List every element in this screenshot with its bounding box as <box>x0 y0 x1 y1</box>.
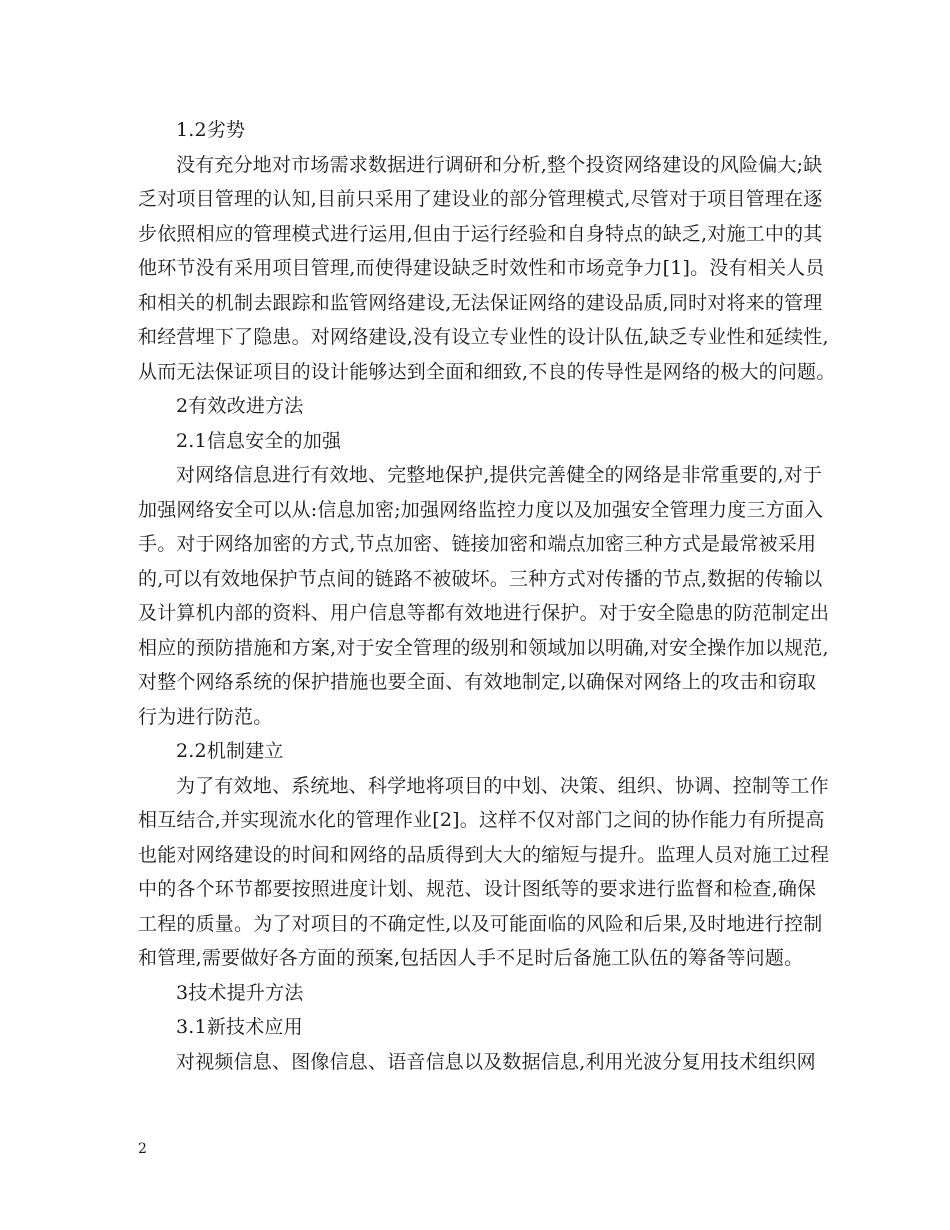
document-body <box>138 113 836 1079</box>
text-line: 加强网络安全可以从:信息加密;加强网络监控力度以及加强安全管理力度三方面入 <box>138 498 824 521</box>
text-line: 的,可以有效地保护节点间的链路不被破坏。三种方式对传播的节点,数据的传输以 <box>138 567 823 590</box>
text-line: 手。对于网络加密的方式,节点加密、链接加密和端点加密三种方式是最常被采用 <box>138 533 817 555</box>
text-line: 也能对网络建设的时间和网络的品质得到大大的缩短与提升。监理人员对施工过程 <box>138 843 830 866</box>
text-line: 乏对项目管理的认知,目前只采用了建设业的部分管理模式,尽管对于项目管理在逐 <box>138 188 823 210</box>
text-line: 为了有效地、系统地、科学地将项目的中划、决策、组织、协调、控制等工作 <box>176 774 829 797</box>
text-line: 和相关的机制去跟踪和监管网络建设,无法保证网络的建设品质,同时对将来的管理 <box>138 291 823 314</box>
text-line: 2.2机制建立 <box>176 740 284 762</box>
text-line: 1.2劣势 <box>176 119 246 141</box>
text-line: 2.1信息安全的加强 <box>176 429 342 452</box>
text-line: 及计算机内部的资料、用户信息等都有效地进行保护。对于安全隐患的防范制定出 <box>138 602 830 624</box>
text-line: 相应的预防措施和方案,对于安全管理的级别和领域加以明确,对安全操作加以规范, <box>138 636 829 659</box>
text-line: 中的各个环节都要按照进度计划、规范、设计图纸等的要求进行监督和检查,确保 <box>138 878 817 900</box>
text-line: 和经营埋下了隐患。对网络建设,没有设立专业性的设计队伍,缺乏专业性和延续性, <box>138 326 829 348</box>
text-line: 步依照相应的管理模式进行运用,但由于运行经验和自身特点的缺乏,对施工中的其 <box>138 222 823 245</box>
text-line: 3.1新技术应用 <box>176 1016 303 1038</box>
text-line: 行为进行防范。 <box>138 705 273 728</box>
text-line: 从而无法保证项目的设计能够达到全面和细致,不良的传导性是网络的极大的问题。 <box>138 360 836 383</box>
page-number: 2 <box>138 1141 147 1157</box>
text-line: 对网络信息进行有效地、完整地保护,提供完善健全的网络是非常重要的,对于 <box>176 464 823 486</box>
text-line: 没有充分地对市场需求数据进行调研和分析,整个投资网络建设的风险偏大;缺 <box>176 153 823 176</box>
text-line: 对视频信息、图像信息、语音信息以及数据信息,利用光波分复用技术组织网 <box>176 1050 816 1073</box>
text-line: 和管理,需要做好各方面的预案,包括因人手不足时后备施工队伍的筹备等问题。 <box>138 947 804 969</box>
text-line: 2有效改进方法 <box>176 395 304 417</box>
text-line: 相互结合,并实现流水化的管理作业[2]。这样不仅对部门之间的协作能力有所提高 <box>138 809 825 831</box>
text-line: 工程的质量。为了对项目的不确定性,以及可能面临的风险和后果,及时地进行控制 <box>138 912 823 935</box>
text-line: 他环节没有采用项目管理,而使得建设缺乏时效性和市场竞争力[1]。没有相关人员 <box>138 257 825 279</box>
text-line: 3技术提升方法 <box>176 981 304 1004</box>
text-line: 对整个网络系统的保护措施也要全面、有效地制定,以确保对网络上的攻击和窃取 <box>138 671 817 693</box>
